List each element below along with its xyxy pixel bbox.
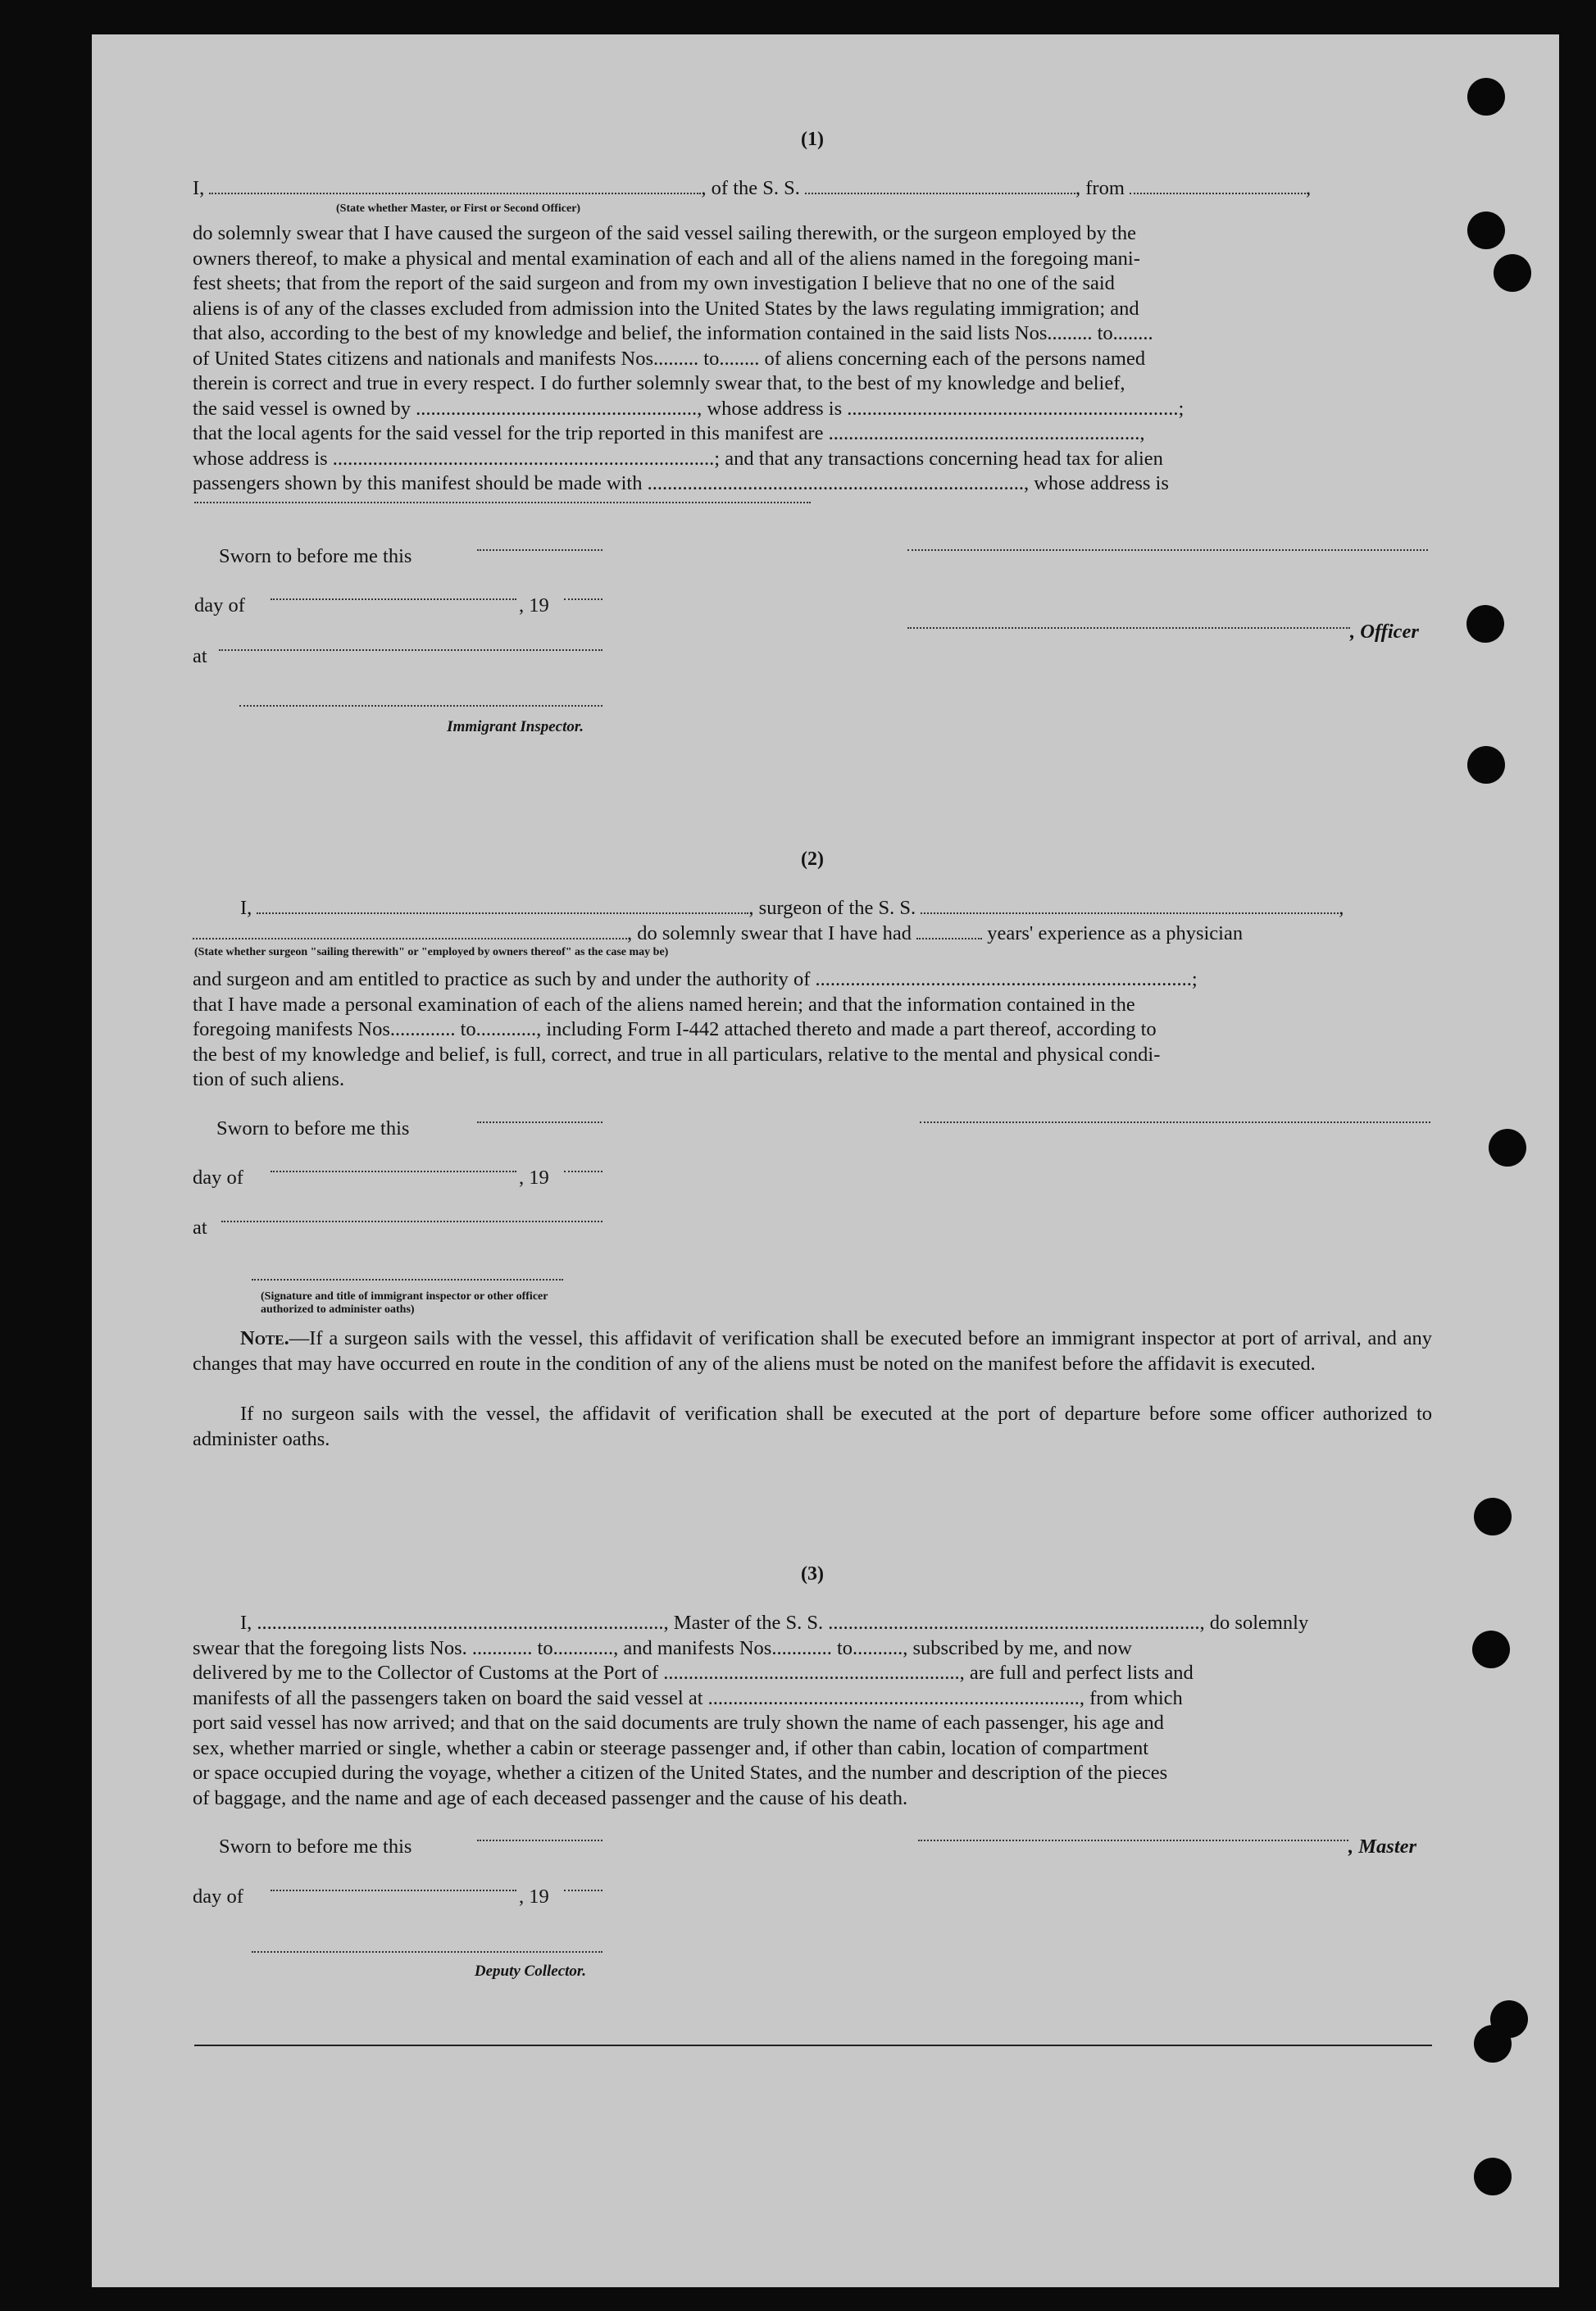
at-label: at xyxy=(193,645,207,667)
punch-hole xyxy=(1467,212,1505,249)
section-3-heading: (3) xyxy=(801,1563,824,1585)
day-of-label: day of xyxy=(193,1886,243,1908)
master-signature-line xyxy=(918,1840,1348,1841)
section-1-officer-note: (State whether Master, or First or Second Officer) xyxy=(336,202,581,215)
punch-hole xyxy=(1494,254,1531,292)
punch-hole xyxy=(1474,1498,1512,1535)
punch-hole xyxy=(1472,1631,1510,1668)
year-label: , 19 xyxy=(519,1886,549,1908)
note-paragraph-2: If no surgeon sails with the vessel, the affidavit of verification shall be executed at the port of departure before some officer authorized to administer oaths. xyxy=(193,1403,1432,1450)
sworn-blank xyxy=(477,1840,602,1841)
day-blank xyxy=(271,1890,516,1891)
sworn-blank xyxy=(477,549,602,551)
day-blank xyxy=(271,1171,516,1172)
punch-hole xyxy=(1474,2025,1512,2063)
officer-signature-line xyxy=(907,549,1428,551)
punch-hole xyxy=(1489,1129,1526,1167)
signature-note: (Signature and title of immigrant inspector or other officer authorized to administer oaths) xyxy=(261,1290,548,1316)
at-label: at xyxy=(193,1217,207,1239)
sworn-label: Sworn to before me this xyxy=(216,1117,410,1140)
section-1-body: do solemnly swear that I have caused the surgeon of the said vessel sailing therewith, or the surgeon employed by the owners thereof, to make a physical and mental examination of each and all of the aliens named in the foregoing mani- fest sheets; that from the report of the said surgeon and from my own investigation I believe that no one of the said aliens is of any of the classes excluded from admission into the United States by the laws regulating immigration; and that also, according to the best of my knowledge and belief, the information contained in the said lists Nos......... to........ of United States citizens and nationals and manifests Nos......... to........ of aliens concerning each of the persons named therein is correct and true in every respect. I do further solemnly swear that, to the best of my knowledge and belief, the said vessel is owned by ........................................................, whose address is ..................................................................; that the local agents for the said vessel for the trip reported in this manifest are .............................................................., whose address is ............................................................................; and that any transactions concerning head tax for alien passengers shown by this manifest should be made with ..........................................................................., whose address is xyxy=(193,222,1184,494)
inspector-caption: Immigrant Inspector. xyxy=(447,718,584,735)
section-2-second-line: , do solemnly swear that I have had years' experience as a physician xyxy=(193,921,1432,947)
sworn-label: Sworn to before me this xyxy=(219,545,412,567)
surgeon-type-note: (State whether surgeon "sailing therewith" or "employed by owners thereof" as the case may be) xyxy=(194,946,669,958)
officer-name-line xyxy=(907,627,1350,629)
section-2-heading: (2) xyxy=(801,848,824,870)
section-1-heading: (1) xyxy=(801,129,824,150)
year-blank xyxy=(564,598,602,600)
section-2-first-line: I, , surgeon of the S. S. , xyxy=(240,897,1344,919)
year-label: , 19 xyxy=(519,594,549,616)
punch-hole xyxy=(1474,2158,1512,2195)
section-2-body: and surgeon and am entitled to practice as such by and under the authority of ...........................................................................; that I have made a personal examination of each of the aliens named herein; and that the information contained in the foregoing manifests Nos............. to............, including Form I-442 attached thereto and made a part thereof, according to the best of my knowledge and belief, is full, correct, and true in all particulars, relative to the mental and physical condi- tion of such aliens. xyxy=(193,968,1198,1090)
note-paragraph: Note.—If a surgeon sails with the vessel, this affidavit of verification shall be executed before an immigrant inspector at port of arrival, and any changes that may have occurred en route in the condition of any of the aliens must be noted on the manifest before the affidavit is executed. xyxy=(193,1327,1432,1375)
collector-signature-line xyxy=(252,1951,602,1953)
officer-label: , Officer xyxy=(1350,621,1419,643)
inspector-signature-line xyxy=(239,705,602,707)
surgeon-signature-line xyxy=(920,1121,1430,1123)
year-blank xyxy=(564,1890,602,1891)
day-of-label: day of xyxy=(193,1167,243,1189)
punch-hole xyxy=(1467,78,1505,116)
at-blank xyxy=(221,1221,602,1222)
year-blank xyxy=(564,1171,602,1172)
punch-hole xyxy=(1467,746,1505,784)
section-3-body: I, ................................................................................., Master of the S. S. .........................................................................., do solemnly swear that the foregoing lists Nos. ............ to............, and manifests Nos............ to.........., subscribed by me, and now delivered by me to the Collector of Customs at the Port of ..........................................................., are full and perfect lists and manifests of all the passengers taken on board the said vessel at .........................................................................., from which port said vessel has now arrived; and that on the said documents are truly shown the name of each passenger, his age and sex, whether married or single, whether a cabin or steerage passenger and, if other than cabin, location of compartment or space occupied during the voyage, whether a citizen of the United States, and the number and description of the pieces of baggage, and the name and age of each deceased passenger and the cause of his death. xyxy=(193,1612,1309,1809)
day-blank xyxy=(271,598,516,600)
authorized-signature-line xyxy=(252,1279,563,1281)
master-label: , Master xyxy=(1348,1836,1417,1858)
address-blank xyxy=(194,502,811,503)
at-blank xyxy=(219,649,602,651)
section-1-first-line: I, , of the S. S. , from , xyxy=(193,177,1312,199)
year-label: , 19 xyxy=(519,1167,549,1189)
sworn-blank xyxy=(477,1121,602,1123)
punch-hole xyxy=(1466,605,1504,643)
collector-caption: Deputy Collector. xyxy=(474,1963,586,1980)
day-of-label: day of xyxy=(194,594,245,616)
sworn-label: Sworn to before me this xyxy=(219,1836,412,1858)
bottom-rule xyxy=(194,2045,1432,2046)
